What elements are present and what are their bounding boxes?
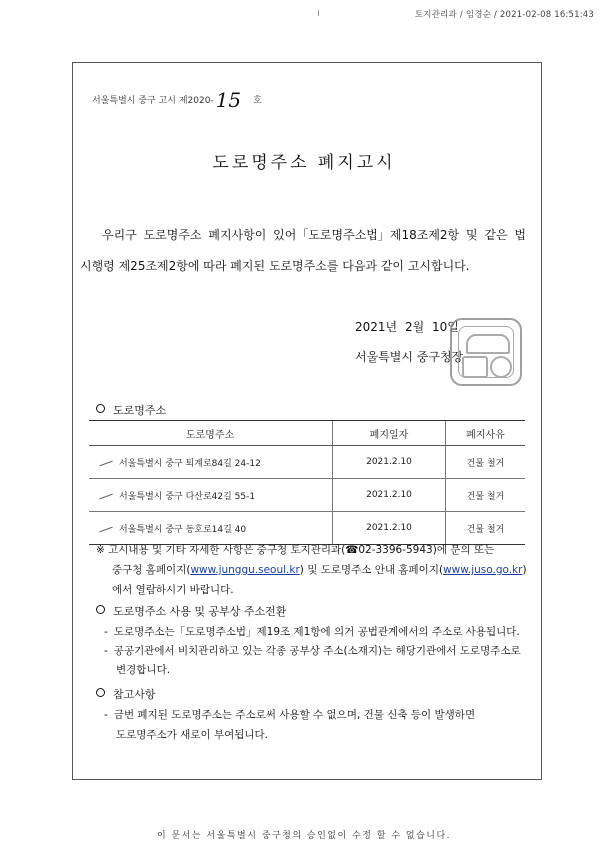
column-header-reason: 폐지사유 [446, 421, 526, 446]
contact-text: ) [522, 564, 527, 576]
juso-homepage-link[interactable]: www.juso.go.kr [443, 564, 523, 576]
circle-bullet-icon [96, 404, 105, 413]
top-tick-mark [318, 10, 319, 16]
contact-note-line-2 [112, 562, 527, 577]
table-row [89, 479, 525, 512]
column-header-date: 폐지일자 [333, 421, 446, 446]
notice-body-line-2: 시행령 제25조제2항에 따라 폐지된 도로명주소를 다음과 같이 고시합니다. [80, 259, 470, 273]
contact-text: 중구청 홈페이지( [112, 564, 191, 576]
dash-bullet: - [104, 626, 108, 638]
official-seal-stamp [450, 318, 522, 386]
usage-bullet-1-text: 도로명주소는「도로명주소법」제19조 제1항에 의거 공법관계에서의 주소로 사용됩니다. [113, 626, 520, 638]
table-header-row [89, 421, 525, 446]
usage-bullet-2-continued: 변경합니다. [116, 664, 171, 676]
notice-number-prefix: 서울특별시 중구 고시 제2020- [92, 96, 214, 106]
reference-bullet-1 [104, 707, 475, 722]
reason-cell: 건물 철거 [446, 512, 526, 545]
abolished-address-table [89, 420, 525, 545]
seal-glyph-left [462, 356, 488, 378]
column-header-address: 도로명주소 [89, 421, 333, 446]
date-cell: 2021.2.10 [333, 479, 446, 512]
usage-bullet-2 [104, 643, 521, 658]
check-mark [99, 526, 112, 532]
dash-bullet: - [104, 645, 108, 657]
seal-glyph-right [490, 356, 512, 378]
reference-bullet-1-text: 금번 폐지된 도로명주소는 주소로써 사용할 수 없으며, 건물 신축 등이 발생하면 [113, 709, 476, 721]
section-heading-usage [96, 603, 286, 619]
circle-bullet-icon [96, 688, 105, 697]
address-cell: 서울특별시 중구 퇴계로84길 24-12 [119, 458, 261, 469]
date-cell: 2021.2.10 [333, 512, 446, 545]
circle-bullet-icon [96, 605, 105, 614]
contact-note-line-1: ※ 고시내용 및 기타 자세한 사항은 중구청 토지관리과(☎02-3396-5943)에 문의 또는 [96, 544, 495, 556]
address-cell: 서울특별시 중구 동호로14길 40 [119, 524, 247, 535]
reason-cell: 건물 철거 [446, 479, 526, 512]
section-heading-reference-label: 참고사항 [113, 688, 156, 701]
check-mark [99, 493, 112, 499]
notice-number [92, 84, 262, 112]
document-meta: 토지관리과 / 임경순 / 2021-02-08 16:51:43 [414, 10, 594, 20]
notice-date: 2021년 2월 10일 [355, 320, 459, 334]
reason-cell: 건물 철거 [446, 446, 526, 479]
usage-bullet-2-text: 공공기관에서 비치관리하고 있는 각종 공부상 주소(소재지)는 해당기관에서 도로명주소로 [113, 645, 521, 657]
reference-bullet-1-continued: 도로명주소가 새로이 부여됩니다. [116, 729, 269, 741]
notice-title: 도로명주소 폐지고시 [212, 153, 396, 173]
junggu-homepage-link[interactable]: www.junggu.seoul.kr [190, 564, 300, 576]
date-cell: 2021.2.10 [333, 446, 446, 479]
notice-number-suffix: 호 [253, 96, 262, 106]
section-heading-reference [96, 686, 156, 702]
notice-body-line-1: 우리구 도로명주소 폐지사항이 있어「도로명주소법」제18조제2항 및 같은 법 [102, 228, 526, 242]
check-mark [99, 460, 112, 466]
dash-bullet: - [104, 709, 108, 721]
section-heading-usage-label: 도로명주소 사용 및 공부상 주소전환 [113, 605, 287, 618]
notice-number-handwritten: 15 [215, 88, 242, 112]
seal-glyph-top [466, 334, 510, 354]
section-heading-addresses-label: 도로명주소 [113, 404, 167, 417]
issuer-name: 서울특별시 중구청장 [355, 350, 464, 364]
contact-text: ) 및 도로명주소 안내 홈페이지( [299, 564, 444, 576]
table-row [89, 512, 525, 545]
document-footer: 이 문서는 서울특별시 중구청의 승인없이 수정 할 수 없습니다. [156, 831, 452, 841]
section-heading-addresses [96, 402, 166, 418]
table-row [89, 446, 525, 479]
usage-bullet-1 [104, 624, 520, 639]
contact-note-line-3: 에서 열람하시기 바랍니다. [112, 584, 234, 596]
address-cell: 서울특별시 중구 다산로42길 55-1 [119, 491, 256, 502]
